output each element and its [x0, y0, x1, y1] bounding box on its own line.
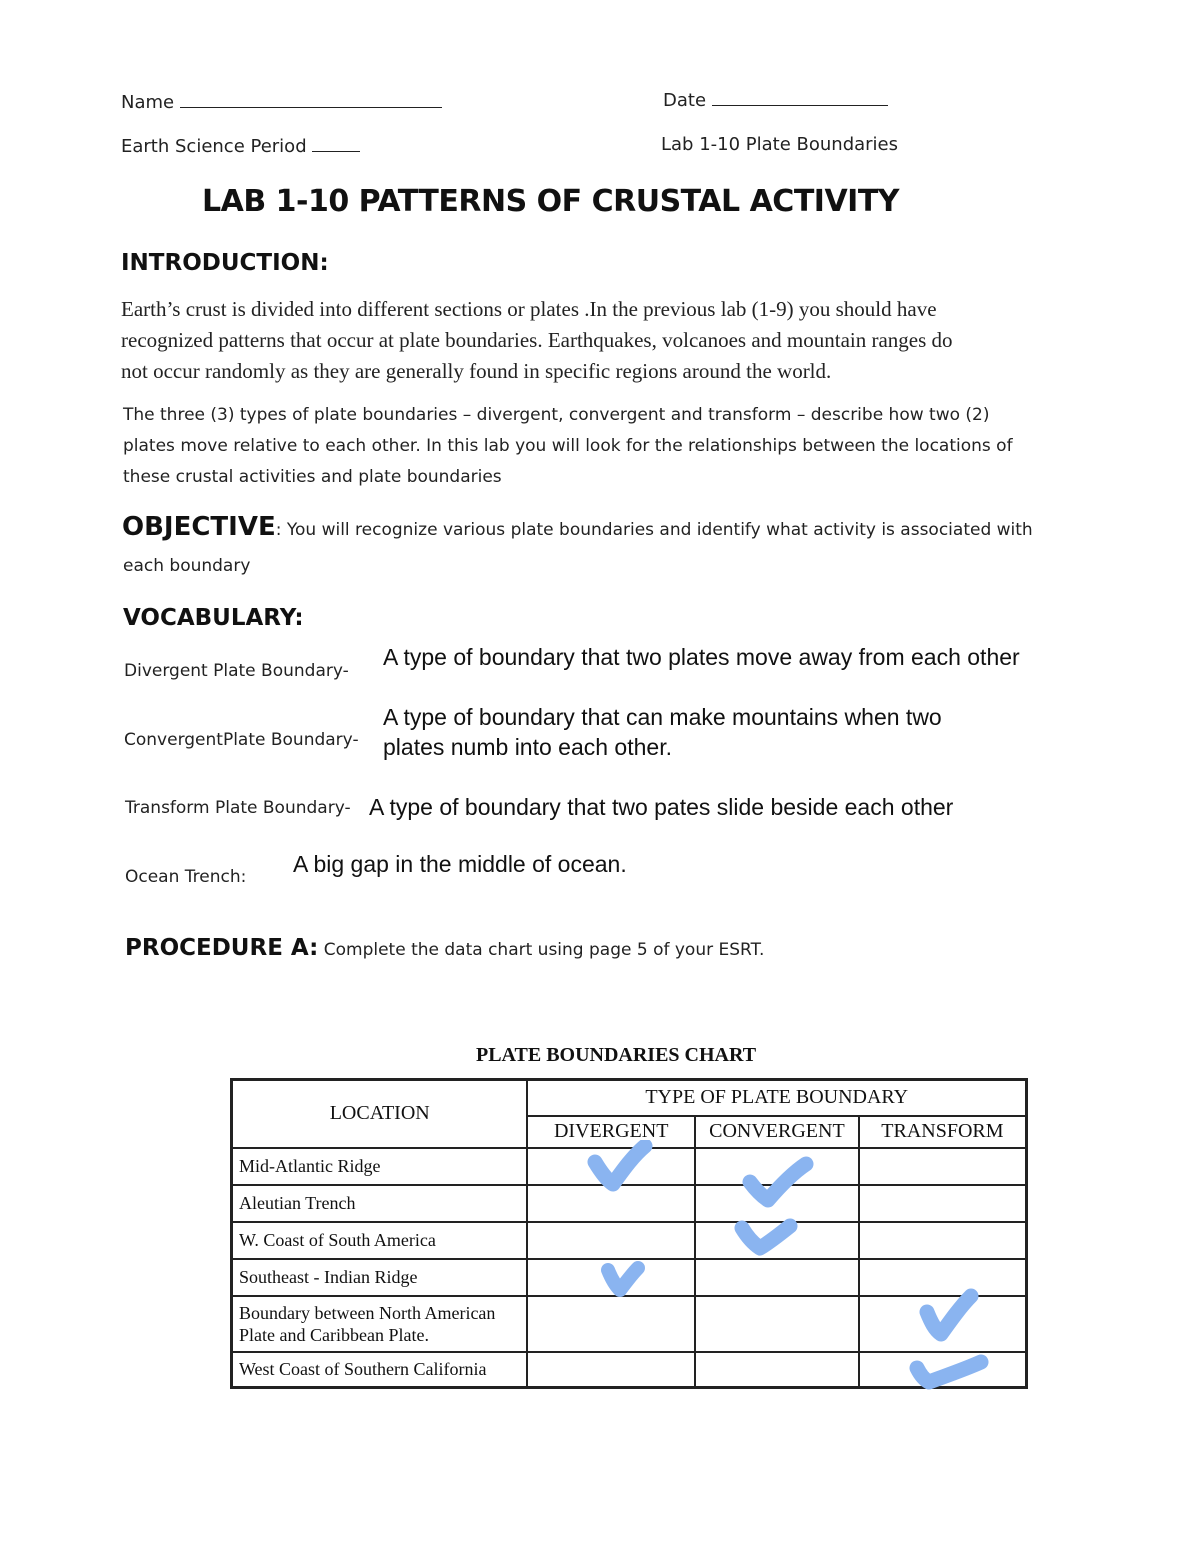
vocab-term-convergent: ConvergentPlate Boundary- [124, 730, 359, 750]
objective-heading: OBJECTIVE [122, 512, 276, 542]
name-label: Name [121, 92, 175, 113]
date-label: Date [663, 90, 707, 111]
divergent-cell[interactable] [527, 1296, 695, 1352]
vocabulary-heading: VOCABULARY: [123, 605, 304, 631]
answer-line: plates numb into each other. [383, 734, 672, 760]
text-line: plates move relative to each other. In this lab you will look for the relationships between the locations of [123, 436, 1013, 456]
page-title: LAB 1-10 PATTERNS OF CRUSTAL ACTIVITY [202, 184, 900, 219]
convergent-cell[interactable] [695, 1259, 859, 1296]
period-blank[interactable] [312, 151, 360, 152]
table-row [232, 1222, 1027, 1259]
date-field [663, 90, 888, 111]
transform-cell[interactable] [859, 1148, 1027, 1185]
chart-title: PLATE BOUNDARIES CHART [476, 1044, 757, 1066]
checkmark-icon [730, 1214, 802, 1262]
checkmark-icon [915, 1288, 981, 1346]
text-line: these crustal activities and plate boundaries [123, 467, 502, 487]
checkmark-icon [583, 1140, 653, 1198]
procedure-text: Complete the data chart using page 5 of your ESRT. [318, 940, 765, 960]
date-blank[interactable] [712, 105, 888, 106]
checkmark-icon [740, 1154, 816, 1212]
column-header-divergent: DIVERGENT [527, 1116, 695, 1148]
vocab-term-ocean-trench: Ocean Trench: [125, 867, 247, 887]
objective-text: : You will recognize various plate boundaries and identify what activity is associated with [275, 520, 1033, 540]
location-header: LOCATION [232, 1080, 528, 1148]
text-line: The three (3) types of plate boundaries – divergent, convergent and transform – describe how two (2) [123, 405, 990, 425]
plate-boundaries-chart [230, 1078, 1028, 1389]
text-line: Earth’s crust is divided into different sections or plates .In the previous lab (1-9) you should have [121, 297, 937, 321]
checkmark-icon [905, 1348, 991, 1392]
location-cell: Southeast - Indian Ridge [232, 1259, 528, 1296]
text-line: not occur randomly as they are generally found in specific regions around the world. [121, 359, 832, 383]
convergent-cell[interactable] [695, 1352, 859, 1388]
name-field [121, 92, 442, 113]
procedure-heading: PROCEDURE A: [125, 935, 319, 961]
location-line: Boundary between North American [239, 1302, 496, 1323]
introduction-paragraph-1 [121, 294, 953, 387]
transform-cell[interactable] [859, 1222, 1027, 1259]
location-line: Plate and Caribbean Plate. [239, 1324, 429, 1345]
text-line: recognized patterns that occur at plate boundaries. Earthquakes, volcanoes and mountain ranges do [121, 328, 953, 352]
divergent-cell[interactable] [527, 1352, 695, 1388]
table-row [232, 1296, 1027, 1352]
answer-line: A type of boundary that can make mountains when two [383, 704, 942, 730]
objective-block [122, 512, 1033, 546]
vocab-answer-convergent[interactable] [383, 702, 942, 762]
name-blank[interactable] [180, 107, 442, 108]
location-cell: West Coast of Southern California [232, 1352, 528, 1388]
transform-cell[interactable] [859, 1185, 1027, 1222]
location-cell: W. Coast of South America [232, 1222, 528, 1259]
vocab-answer-transform[interactable]: A type of boundary that two pates slide beside each other [369, 794, 954, 820]
location-cell: Aleutian Trench [232, 1185, 528, 1222]
introduction-paragraph-2 [123, 400, 1013, 493]
column-header-transform: TRANSFORM [859, 1116, 1027, 1148]
location-cell: Mid-Atlantic Ridge [232, 1148, 528, 1185]
period-field [121, 136, 360, 157]
vocab-answer-divergent[interactable]: A type of boundary that two plates move away from each other [383, 644, 1020, 670]
convergent-cell[interactable] [695, 1296, 859, 1352]
checkmark-icon [598, 1258, 650, 1302]
vocab-term-divergent: Divergent Plate Boundary- [124, 661, 349, 681]
vocab-answer-ocean-trench[interactable]: A big gap in the middle of ocean. [293, 851, 627, 877]
vocab-term-transform: Transform Plate Boundary- [125, 798, 351, 818]
procedure-block [125, 935, 764, 966]
divergent-cell[interactable] [527, 1222, 695, 1259]
type-header: TYPE OF PLATE BOUNDARY [527, 1080, 1026, 1116]
lab-label: Lab 1-10 Plate Boundaries [661, 134, 899, 155]
introduction-heading: INTRODUCTION: [121, 250, 329, 276]
location-cell [232, 1296, 528, 1352]
column-header-convergent: CONVERGENT [695, 1116, 859, 1148]
objective-text-continued: each boundary [123, 556, 251, 576]
period-label: Earth Science Period [121, 136, 307, 157]
